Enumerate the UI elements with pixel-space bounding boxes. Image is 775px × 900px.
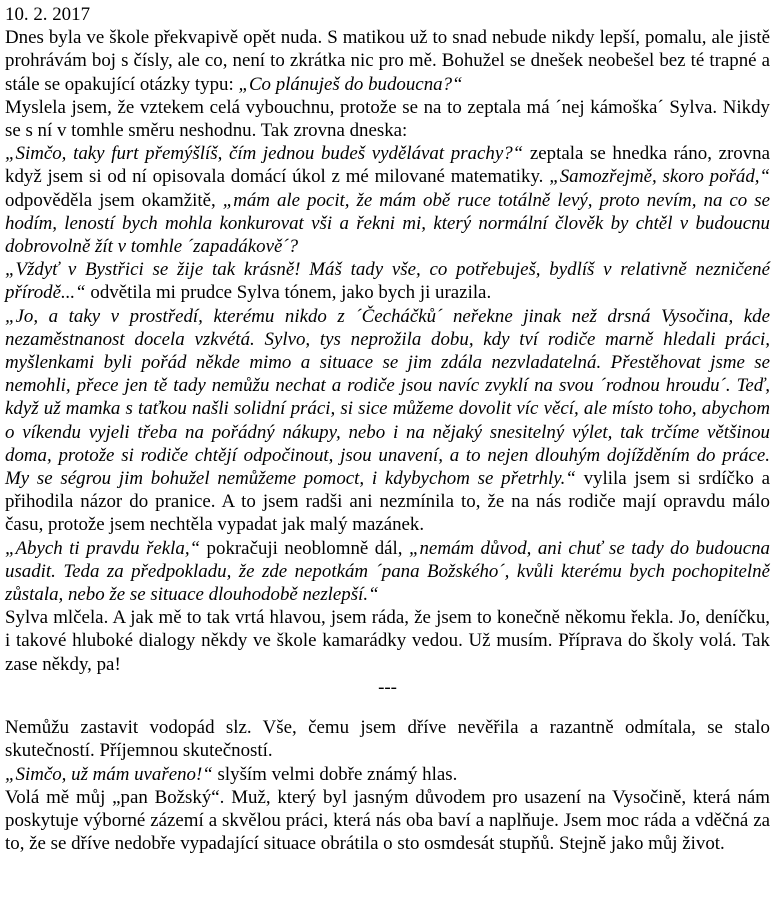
- paragraph: [5, 142, 770, 258]
- diary-entry-text: [5, 26, 770, 676]
- narration-segment: Dnes byla ve škole překvapivě opět nuda. S matikou už to snad nebude nikdy lepší, pomalu, ale jistě prohrávám boj s čísly, ale co, není to zkrátka nic pro mě. Bohužel se dnešek neobešel bez té trapné a stále se opakující otázky typu:: [5, 27, 770, 95]
- dialogue-segment: „Co plánuješ do budoucna?“: [238, 73, 463, 95]
- dialogue-segment: „Jo, a taky v prostředí, kterému nikdo z ´Čecháčků´ neřekne jinak než drsná Vysočina, kde nezaměstnanost docela vzkvétá. Sylvo, tys neprožila dobu, kdy tví rodiče marně hledali práci, myšlenkami byli pořád někde mimo a situace se jim zdála nezvladatelná. Přestěhovat jsme se nemohli, přece jen tě tady nemůžu nechat a rodiče jsou navíc zvyklí na svou ´rodnou hroudu´. Teď, když už mamka s taťkou našli solidní práci, si sice můžeme dovolit víc věcí, ale místo toho, abychom o víkendu vyjeli třeba na pořádný nákupy, nebo i na nějaký snesitelný výlet, tak trčíme většinou doma, protože si rodiče chtějí odpočinout, jsou unavení, a to nejen dlouhým dojížděním do práce. My se ségrou jim bohužel nemůžeme pomoct, i kdybychom se přetrhly.“: [5, 305, 770, 490]
- narration-segment: zeptala se hnedka ráno, zrovna když jsem si od ní opisovala domácí úkol z mé milované matematiky.: [5, 143, 770, 188]
- dialogue-segment: „mám ale pocit, že mám obě ruce totálně levý, proto nevím, na co se hodím, leností bych mohla konkurovat vši a řekni mi, který normální člověk by chtěl v budoucnu dobrovolně žít v tomhle ´zapadákově´?: [5, 189, 770, 258]
- narration-segment: vylila jsem si srdíčko a přihodila názor do pranice. A to jsem radši ani nezmínila to, že na nás rodiče mají opravdu málo času, protože jsem nechtěla vypadat jak malý mazánek.: [5, 468, 770, 536]
- paragraph: [5, 786, 770, 856]
- dialogue-segment: „Abych ti pravdu řekla,“: [5, 537, 201, 559]
- dialogue-segment: „Vždyť v Bystřici se žije tak krásně! Máš tady vše, co potřebuješ, bydlíš v relativně nezničené přírodě...“: [5, 259, 770, 304]
- paragraph: [5, 606, 770, 676]
- spacer: [5, 699, 770, 716]
- narration-segment: odpověděla jsem okamžitě,: [5, 189, 223, 211]
- dialogue-segment: „Samozřejmě, skoro pořád,“: [549, 166, 770, 188]
- narration-segment: odvětila mi prudce Sylva tónem, jako bych ji urazila.: [85, 282, 492, 304]
- diary-entry-continuation: [5, 716, 770, 855]
- narration-segment: Myslela jsem, že vztekem celá vybouchnu, protože se na to zeptala má ´nej kámoška´ Sylva. Nikdy se s ní v tomhle směru neshodnu. Tak zrovna dneska:: [5, 96, 770, 142]
- paragraph: [5, 716, 770, 762]
- paragraph: [5, 96, 770, 142]
- paragraph: [5, 258, 770, 304]
- paragraph: [5, 537, 770, 607]
- paragraph: [5, 305, 770, 537]
- entry-date: 10. 2. 2017: [5, 4, 91, 25]
- narration-segment: Sylva mlčela. A jak mě to tak vrtá hlavou, jsem ráda, že jsem to konečně někomu řekla. Jo, deníčku, i takové hluboké dialogy někdy ve škole kamarádky vedou. Už musím. Příprava do školy volá. Tak zase někdy, pa!: [5, 607, 770, 675]
- dialogue-segment: „Simčo, taky furt přemýšlíš, čím jednou budeš vydělávat prachy?“: [5, 143, 524, 165]
- narration-segment: Nemůžu zastavit vodopád slz. Vše, čemu jsem dříve nevěřila a razantně odmítala, se stalo skutečností. Příjemnou skutečností.: [5, 717, 770, 762]
- paragraph: [5, 26, 770, 96]
- narration-segment: Volá mě můj „pan Božský“. Muž, který byl jasným důvodem pro usazení na Vysočině, která nám poskytuje výborné zázemí a skvělou práci, která nás oba baví a naplňuje. Jsem moc ráda a vděčná za to, že se dříve nedobře vypadající situace obrátila o sto osmdesát stupňů. Stejně jako můj život.: [5, 786, 770, 855]
- narration-segment: pokračuji neoblomně dál,: [200, 537, 409, 559]
- dialogue-segment: „nemám důvod, ani chuť se tady do budoucna usadit. Teda za předpokladu, že zde nepotkám ´pana Božského´, kvůli kterému bych pochopitelně zůstala, nebo že se situace dlouhodobě nezlepší.“: [5, 537, 771, 606]
- narration-segment: slyším velmi dobře známý hlas.: [212, 763, 458, 785]
- paragraph: [5, 763, 770, 786]
- dialogue-segment: „Simčo, už mám uvařeno!“: [5, 763, 213, 785]
- section-separator: ---: [378, 676, 397, 698]
